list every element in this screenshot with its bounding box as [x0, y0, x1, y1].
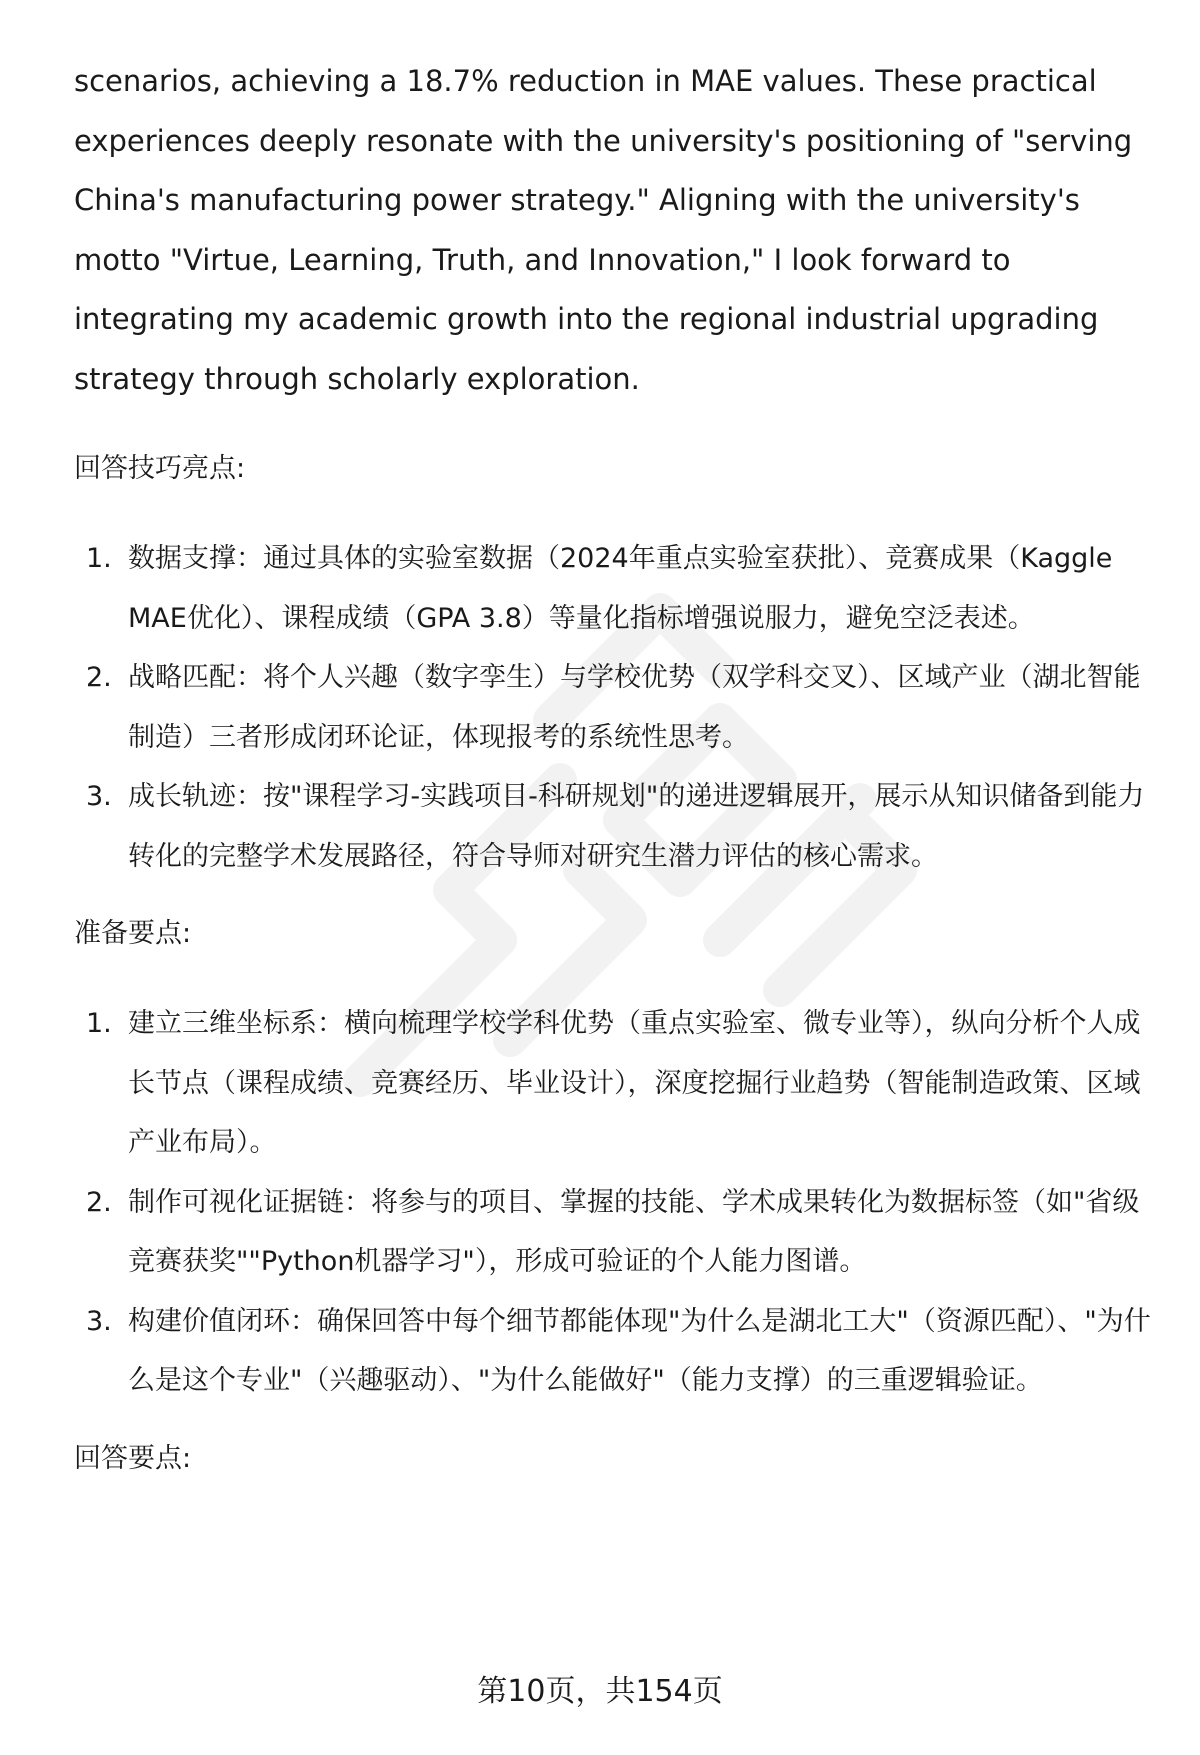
section-title-answer-tips: 回答技巧亮点: — [74, 453, 246, 484]
answer-tips-list — [74, 529, 1154, 886]
list-item-number: 2. — [86, 662, 112, 693]
list-item-number: 3. — [86, 781, 112, 812]
section-title-answer-points: 回答要点: — [74, 1442, 192, 1474]
list-item — [74, 529, 1154, 648]
list-item-text: 构建价值闭环：确保回答中每个细节都能体现"为什么是湖北工大"（资源匹配）、"为什么是这个专业"（兴趣驱动）、"为什么能做好"（能力支撑）的三重逻辑验证。 — [128, 1305, 1151, 1396]
list-item-text: 建立三维坐标系：横向梳理学校学科优势（重点实验室、微专业等），纵向分析个人成长节点（课程成绩、竞赛经历、毕业设计），深度挖掘行业趋势（智能制造政策、区域产业布局）。 — [128, 1008, 1141, 1158]
list-item — [74, 767, 1154, 886]
document-content — [74, 52, 1154, 1488]
list-item-number: 3. — [86, 1305, 112, 1337]
list-item-text: 制作可视化证据链：将参与的项目、掌握的技能、学术成果转化为数据标签（如"省级竞赛获奖""Python机器学习"），形成可验证的个人能力图谱。 — [128, 1186, 1140, 1277]
page-number: 第10页，共154页 — [477, 1674, 723, 1709]
list-item — [74, 1173, 1154, 1292]
list-item — [74, 1292, 1154, 1411]
list-item-number: 1. — [86, 543, 112, 574]
list-item-number: 2. — [86, 1186, 112, 1218]
list-item-text: 数据支撑：通过具体的实验室数据（2024年重点实验室获批）、竞赛成果（Kaggle MAE优化）、课程成绩（GPA 3.8）等量化指标增强说服力，避免空泛表述。 — [128, 543, 1113, 634]
intro-paragraph: scenarios, achieving a 18.7% reduction in MAE values. These practical experiences deeply resonate with the university's positioning of "serving China's manufacturing power strategy." Aligning with the university's motto "Virtue, Learning, Truth, and Innovation," I look forward to integrating my academic growth into the regional industrial upgrading strategy through scholarly exploration. — [74, 64, 1133, 396]
list-item-number: 1. — [86, 1008, 112, 1039]
list-item-text: 战略匹配：将个人兴趣（数字孪生）与学校优势（双学科交叉）、区域产业（湖北智能制造）三者形成闭环论证，体现报考的系统性思考。 — [128, 662, 1141, 753]
preparation-list — [74, 994, 1154, 1411]
section-title-preparation: 准备要点: — [74, 918, 192, 949]
list-item — [74, 648, 1154, 767]
list-item-text: 成长轨迹：按"课程学习-实践项目-科研规划"的递进逻辑展开，展示从知识储备到能力转化的完整学术发展路径，符合导师对研究生潜力评估的核心需求。 — [128, 781, 1145, 872]
list-item — [74, 994, 1154, 1173]
